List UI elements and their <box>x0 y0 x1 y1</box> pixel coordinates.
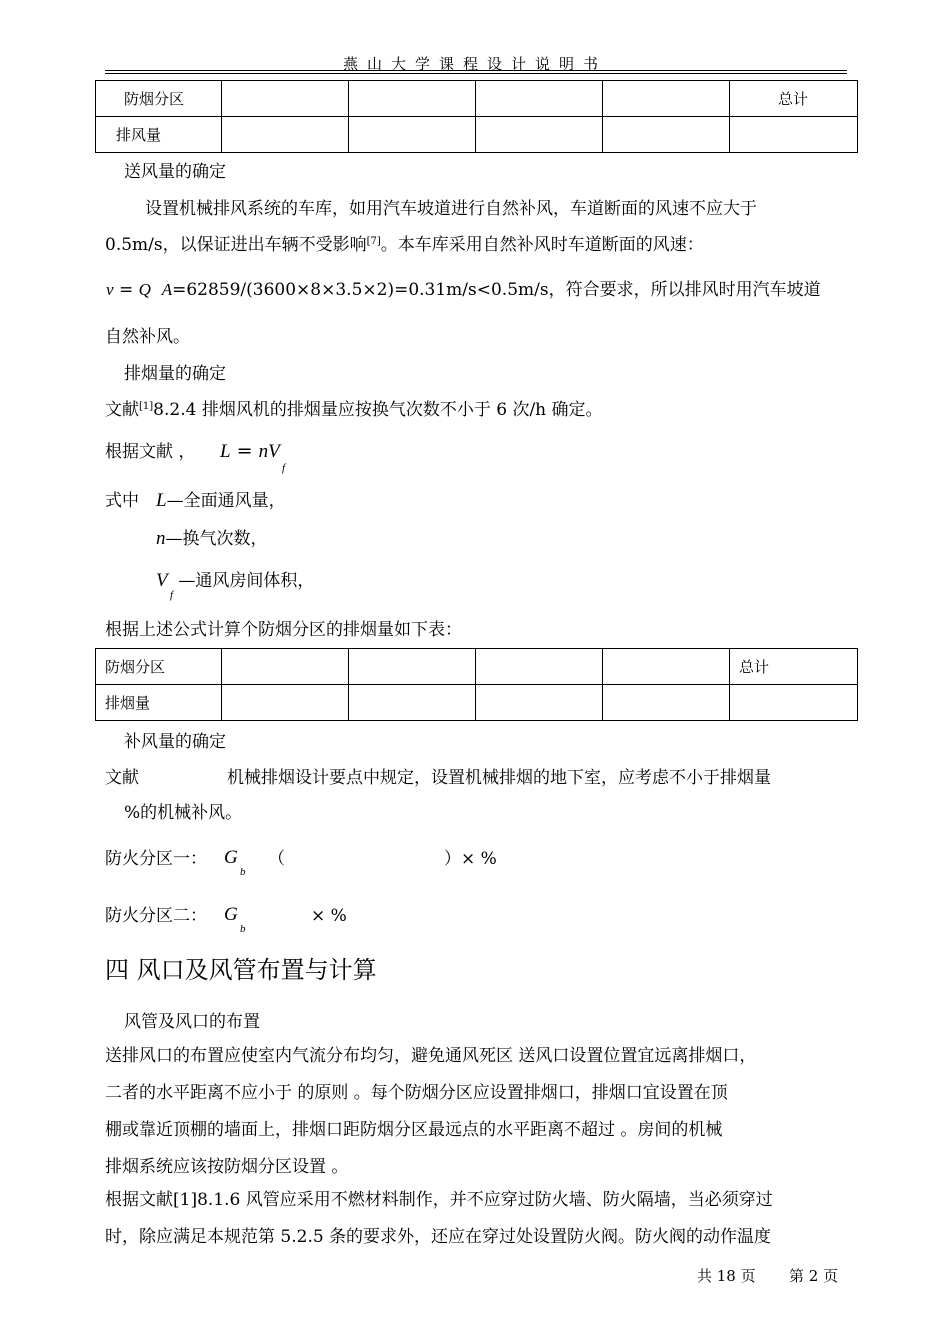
header-rule-thin <box>105 70 847 71</box>
paragraph-line: %的机械补风。 <box>124 803 243 823</box>
table-cell <box>603 81 730 117</box>
table-cell <box>730 685 858 721</box>
formula-G: G <box>224 904 238 925</box>
table-cell: 排烟量 <box>96 685 222 721</box>
paragraph-line: 棚或靠近顶棚的墙面上，排烟口距防烟分区最远点的水平距离不超过 。房间的机械 <box>105 1120 723 1140</box>
formula-subscript: f <box>282 462 286 474</box>
where-label: 式中 <box>105 491 139 511</box>
table-cell <box>730 117 858 153</box>
page-total: 共 18 页 <box>697 1267 756 1285</box>
exhaust-volume-table <box>95 80 858 153</box>
definition-n: n—换气次数， <box>156 528 268 549</box>
table-cell <box>603 117 730 153</box>
formula-subscript: f <box>170 589 174 601</box>
paragraph-line: 机械排烟设计要点中规定，设置机械排烟的地下室，应考虑不小于排烟量 <box>227 768 771 788</box>
table-cell: 防烟分区 <box>96 81 222 117</box>
formula-paren: （ <box>268 849 285 869</box>
table-cell <box>349 81 476 117</box>
table-cell <box>476 649 603 685</box>
chapter-heading: 四 风口及风管布置与计算 <box>105 956 377 984</box>
paragraph-line: 自然补风。 <box>105 327 190 347</box>
paragraph-line: 排烟系统应该按防烟分区设置 。 <box>105 1157 349 1177</box>
table-cell <box>222 81 349 117</box>
page-header-title: 燕山大学课程设计说明书 <box>342 55 607 73</box>
paragraph-line: 文献 <box>105 768 139 788</box>
table-cell: 总计 <box>730 649 858 685</box>
table-cell <box>222 117 349 153</box>
formula-G: G <box>224 847 238 868</box>
formula-velocity: v = Q A=62859/(3600×8×3.5×2)=0.31m/s<0.5m/s，符合要求，所以排风时用汽车坡道 <box>106 280 821 300</box>
paragraph-line: 根据文献 ， <box>105 442 196 462</box>
table-cell <box>222 685 349 721</box>
section-heading-makeup: 补风量的确定 <box>124 732 226 752</box>
citation-ref: [7] <box>366 236 381 247</box>
table-row <box>96 649 858 685</box>
table-cell <box>603 649 730 685</box>
header-rule-thick <box>105 73 847 74</box>
zone2-label: 防火分区二： <box>105 906 207 926</box>
paragraph-line: 文献[1]8.2.4 排烟风机的排烟量应按换气次数不小于 6 次/h 确定。 <box>105 400 603 420</box>
formula-subscript: b <box>240 923 246 935</box>
table-cell: 总计 <box>730 81 858 117</box>
citation-ref: [1] <box>139 401 154 412</box>
paragraph-line: 0.5m/s，以保证进出车辆不受影响[7]。本车库采用自然补风时车道断面的风速： <box>105 235 704 255</box>
table-row <box>96 81 858 117</box>
table-row <box>96 685 858 721</box>
table-row <box>96 117 858 153</box>
table-cell <box>476 81 603 117</box>
formula-tail: ）× % <box>444 849 497 869</box>
formula-tail: × % <box>311 906 347 926</box>
definition-V: V —通风房间体积， <box>156 570 315 591</box>
table-cell: 排风量 <box>96 117 222 153</box>
section-heading-supply: 送风量的确定 <box>124 162 226 182</box>
paragraph-line: 送排风口的布置应使室内气流分布均匀，避免通风死区 送风口设置位置宜远离排烟口， <box>105 1046 757 1066</box>
table-cell: 防烟分区 <box>96 649 222 685</box>
table-cell <box>476 685 603 721</box>
section-heading-exhaust: 排烟量的确定 <box>124 364 226 384</box>
table-cell <box>603 685 730 721</box>
table-cell <box>349 685 476 721</box>
page-number: 第 2 页 <box>789 1267 839 1285</box>
smoke-exhaust-table <box>95 648 858 721</box>
definition-L: L—全面通风量， <box>156 490 286 511</box>
paragraph-line: 时，除应满足本规范第 5.2.5 条的要求外，还应在穿过处设置防火阀。防火阀的动作温度 <box>105 1227 772 1247</box>
paragraph-line: 根据文献[1]8.1.6 风管应采用不燃材料制作，并不应穿过防火墙、防火隔墙，当必须穿过 <box>105 1190 773 1210</box>
paragraph-line: 根据上述公式计算个防烟分区的排烟量如下表： <box>105 620 462 640</box>
zone1-label: 防火分区一： <box>105 849 207 869</box>
formula-subscript: b <box>240 866 246 878</box>
paragraph-line: 二者的水平距离不应小于 的原则 。每个防烟分区应设置排烟口，排烟口宜设置在顶 <box>105 1083 728 1103</box>
section-heading-layout: 风管及风口的布置 <box>124 1012 260 1032</box>
table-cell <box>349 649 476 685</box>
formula-air-volume: L = nV <box>220 440 280 462</box>
table-cell <box>222 649 349 685</box>
paragraph-line: 设置机械排风系统的车库，如用汽车坡道进行自然补风，车道断面的风速不应大于 <box>145 199 757 219</box>
table-cell <box>349 117 476 153</box>
table-cell <box>476 117 603 153</box>
